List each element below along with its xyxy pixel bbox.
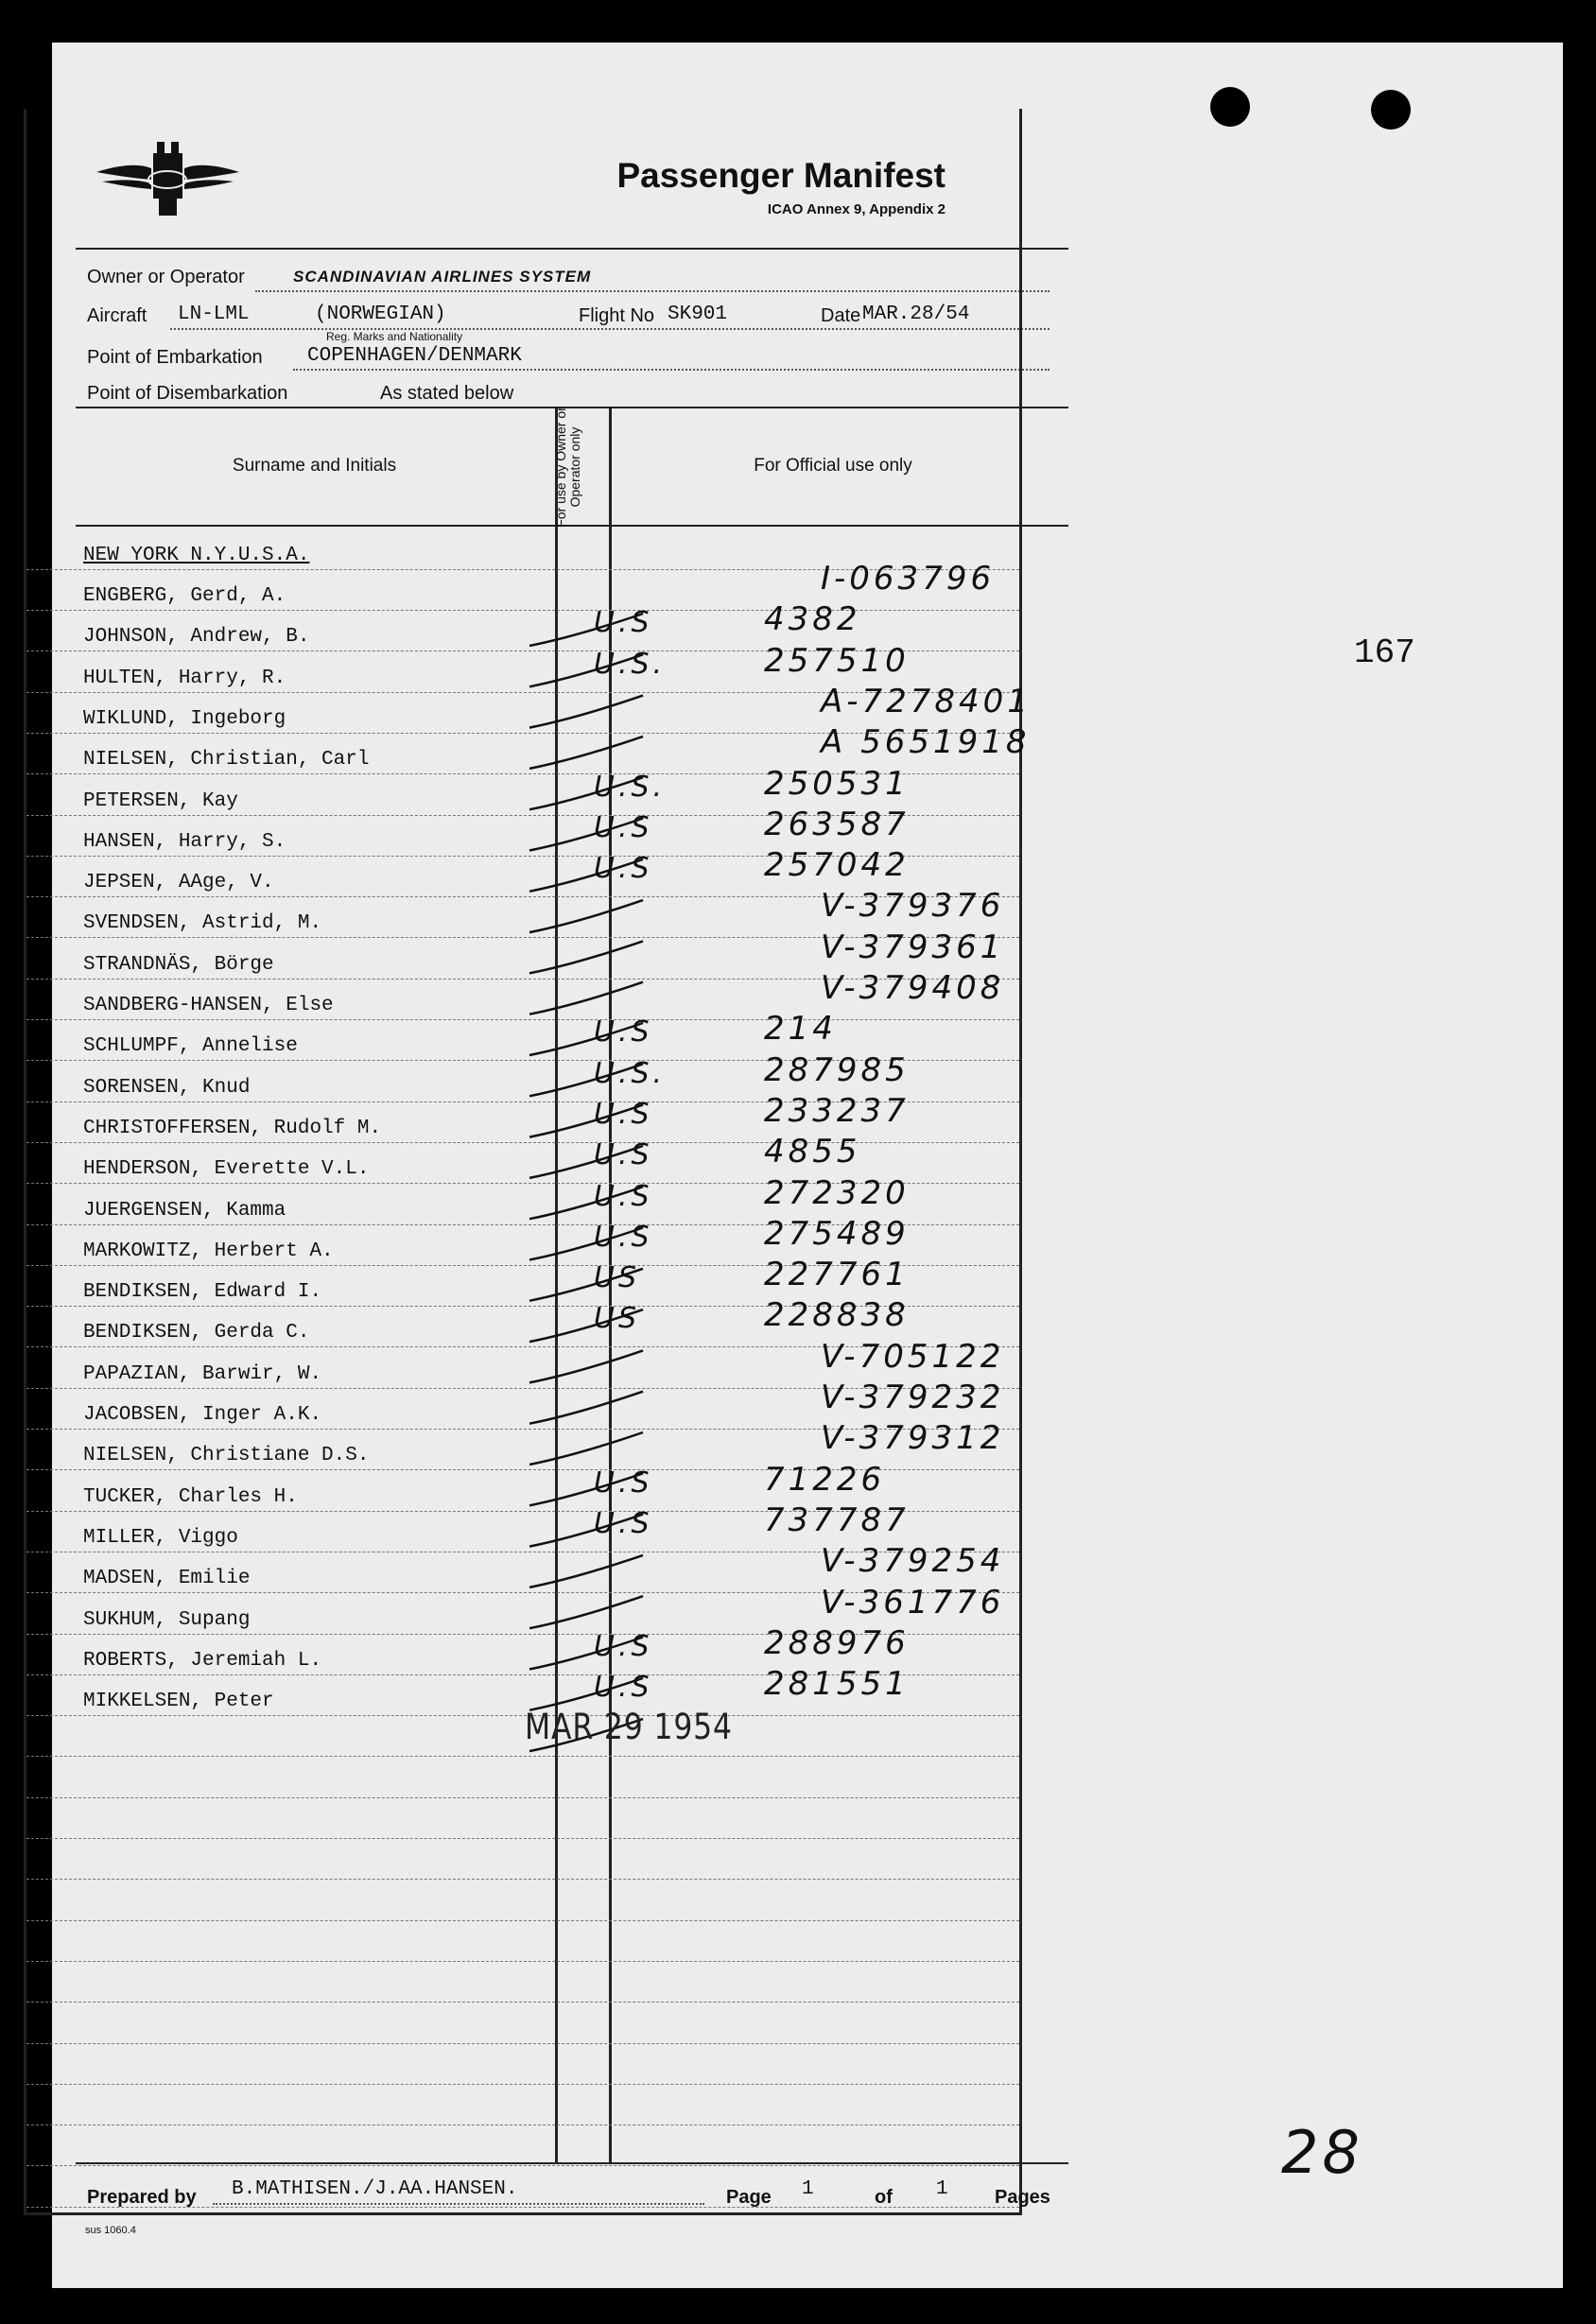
official-number: 272320 [764,1173,910,1212]
table-row [26,1665,1019,1716]
official-number: 227761 [764,1256,910,1294]
nationality-mark: U.S. [594,1056,667,1090]
passenger-name: BENDIKSEN, Gerda C. [83,1322,310,1344]
passenger-name: TUCKER, Charles H. [83,1485,298,1508]
official-number: I-063796 [821,560,996,598]
passenger-name: MADSEN, Emilie [83,1568,251,1590]
date-value: MAR.28/54 [862,304,970,325]
official-number: 4855 [764,1133,861,1171]
form-subtitle: ICAO Annex 9, Appendix 2 [767,201,945,217]
nationality-mark: U.S [594,1629,653,1663]
prepared-by-label: Prepared by [87,2187,197,2208]
passenger-name: ENGBERG, Gerd, A. [83,585,286,607]
official-number: 257510 [764,641,910,680]
punch-hole-left [1210,87,1250,127]
owner-label: Owner or Operator [87,267,245,287]
official-number: 214 [764,1010,837,1049]
nationality-mark: U.S [594,1466,653,1500]
nationality-mark: US [594,1261,641,1295]
footer-top-rule [76,2162,1068,2164]
official-number: 737787 [764,1500,910,1539]
passenger-name: ROBERTS, Jeremiah L. [83,1649,322,1672]
official-number: V-705122 [821,1337,1005,1376]
embarkation-label: Point of Embarkation [87,347,263,368]
nationality-value: (NORWEGIAN) [315,304,446,325]
nationality-mark: U.S [594,852,653,886]
flight-label: Flight No [579,305,655,326]
passenger-name: SANDBERG-HANSEN, Else [83,995,334,1016]
blank-row [26,2084,1019,2125]
official-number: V-379361 [821,928,1005,966]
nationality-mark: U.S. [594,770,667,804]
prepared-by-value: B.MATHISEN./J.AA.HANSEN. [232,2178,518,2200]
official-number: V-361776 [821,1583,1005,1622]
passenger-name: JUERGENSEN, Kamma [83,1199,286,1222]
destination-text: NEW YORK N.Y.U.S.A. [83,545,310,566]
aircraft-value: LN-LML [178,304,250,325]
passenger-name: SVENDSEN, Astrid, M. [83,912,322,935]
official-number: 233237 [764,1091,910,1130]
form-title: Passenger Manifest [616,156,945,195]
official-number: V-379408 [821,969,1005,1007]
official-number: V-379376 [821,887,1005,926]
passenger-name: JOHNSON, Andrew, B. [83,626,310,649]
passenger-name: PAPAZIAN, Barwir, W. [83,1362,322,1385]
official-number: A-7278401 [821,682,1032,720]
passenger-name: JACOBSEN, Inger A.K. [83,1404,322,1426]
date-label: Date [821,305,861,326]
passenger-name: JEPSEN, AAge, V. [83,872,274,894]
passenger-name: HULTEN, Harry, R. [83,667,286,689]
nationality-mark: U.S [594,606,653,640]
disembarkation-label: Point of Disembarkation [87,383,288,404]
official-number: V-379312 [821,1419,1005,1458]
prepared-dotted-line [213,2203,704,2205]
operator-column-header: For use by Owner or Operator only [553,407,582,528]
blank-row [26,2003,1019,2044]
nationality-mark: U.S [594,1138,653,1172]
passenger-name: NIELSEN, Christiane D.S. [83,1445,370,1467]
received-date-stamp: MAR 29 1954 [525,1707,733,1747]
nationality-mark: U.S [594,1179,653,1213]
blank-row [26,1757,1019,1798]
table-row [26,969,1019,1020]
blank-row [26,2125,1019,2166]
passenger-name: SCHLUMPF, Annelise [83,1035,298,1058]
official-number: 4382 [764,600,861,639]
passenger-name: HENDERSON, Everette V.L. [83,1158,370,1181]
blank-row [26,1715,1019,1757]
flight-value: SK901 [668,304,728,325]
official-number: V-379232 [821,1379,1005,1416]
form-code: sus 1060.4 [85,2225,136,2236]
nationality-mark: U.S [594,1097,653,1131]
passenger-name: BENDIKSEN, Edward I. [83,1281,322,1304]
official-number: 71226 [764,1460,886,1499]
official-number: 287985 [764,1050,910,1089]
official-number: 288976 [764,1623,910,1662]
disembarkation-value: As stated below [380,383,514,404]
official-column-header: For Official use only [754,456,912,476]
table-row [26,560,1019,611]
official-number: 281551 [764,1665,910,1704]
official-number: 263587 [764,805,910,843]
nationality-mark: U.S [594,1506,653,1540]
surname-column-header: Surname and Initials [232,456,397,476]
official-number: 275489 [764,1214,910,1253]
official-number: V-379254 [821,1542,1005,1581]
punch-hole-right [1371,90,1411,130]
nationality-mark: U.S. [594,647,667,681]
passenger-name: SUKHUM, Supang [83,1608,251,1631]
owner-value: SCANDINAVIAN AIRLINES SYSTEM [293,268,592,286]
blank-row [26,1838,1019,1880]
of-label: of [875,2187,893,2208]
nationality-mark: U.S [594,1015,653,1049]
page-label: Page [726,2187,772,2208]
passenger-name: MILLER, Viggo [83,1526,238,1549]
passenger-name: NIELSEN, Christian, Carl [83,749,370,772]
nationality-mark: US [594,1302,641,1336]
aircraft-label: Aircraft [87,305,147,326]
official-number: 228838 [764,1296,910,1335]
nationality-mark: U.S [594,1220,653,1254]
reg-marks-note: Reg. Marks and Nationality [326,330,463,343]
margin-page-number: 167 [1354,633,1415,672]
blank-row [26,1961,1019,2003]
blank-row [26,1920,1019,1962]
official-number: 257042 [764,846,910,885]
passenger-name: WIKLUND, Ingeborg [83,707,286,730]
of-value: 1 [936,2178,948,2200]
passenger-name: CHRISTOFFERSEN, Rudolf M. [83,1117,382,1139]
passenger-name: MARKOWITZ, Herbert A. [83,1240,334,1262]
passenger-name: PETERSEN, Kay [83,789,238,812]
page-value: 1 [802,2178,814,2200]
blank-row [26,1880,1019,1921]
margin-handwritten-number: 28 [1281,2118,1363,2187]
blank-row [26,1797,1019,1839]
passenger-name: MIKKELSEN, Peter [83,1691,274,1713]
passenger-name: STRANDNÄS, Börge [83,953,274,976]
table-row [26,1091,1019,1143]
official-number: A 5651918 [821,723,1031,762]
blank-row [26,2043,1019,2085]
official-number: 250531 [764,764,910,803]
passenger-name: HANSEN, Harry, S. [83,830,286,853]
passenger-name: SORENSEN, Knud [83,1076,251,1099]
pages-label: Pages [995,2187,1050,2208]
nationality-mark: U.S [594,810,653,844]
nationality-mark: U.S [594,1671,653,1705]
embarkation-value: COPENHAGEN/DENMARK [307,345,522,367]
